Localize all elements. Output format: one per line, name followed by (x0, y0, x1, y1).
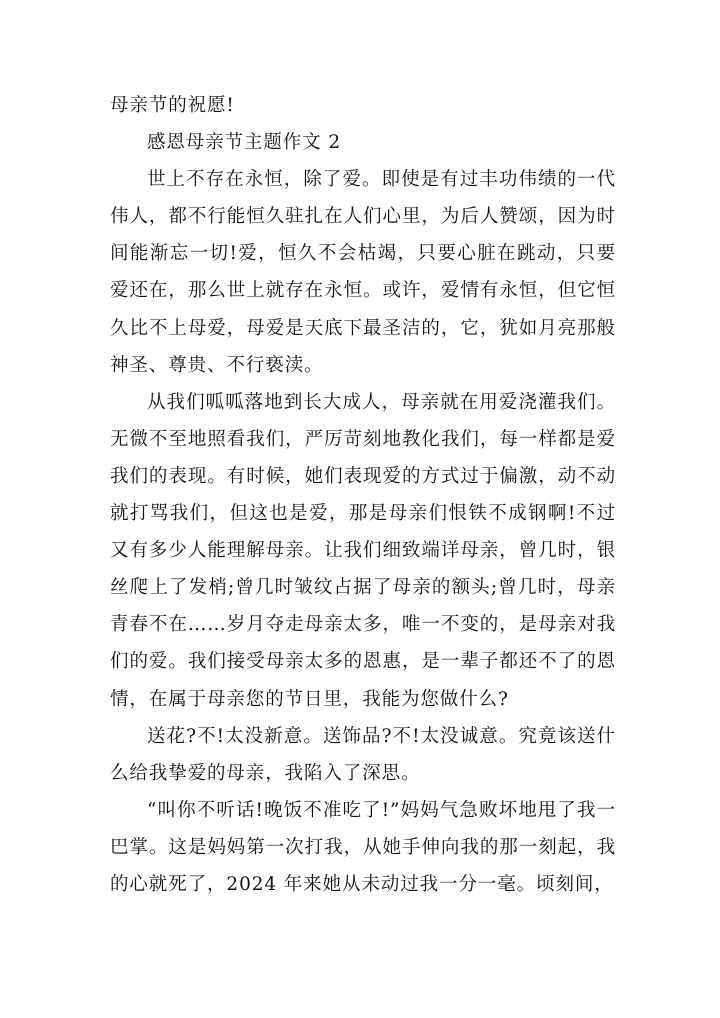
essay-text (110, 87, 616, 903)
paragraph: “叫你不听话!晚饭不准吃了!”妈妈气急败坏地甩了我一巴掌。这是妈妈第一次打我，从她手伸向我的那一刻起，我的心就死了，2024 年来她从未动过我一分一毫。顷刻间， (110, 799, 616, 895)
paragraph: 送花?不!太没新意。送饰品?不!太没诚意。究竟该送什么给我挚爱的母亲，我陷入了深思。 (110, 725, 616, 784)
essay-title: 感恩母亲节主题作文 2 (147, 132, 342, 154)
paragraph-closing-line: 母亲节的祝愿! (110, 95, 235, 116)
paragraph: 世上不存在永恒，除了爱。即使是有过丰功伟绩的一代伟人，都不行能恒久驻扎在人们心里，为后人赞颂，因为时间能渐忘一切!爱，恒久不会枯竭，只要心脏在跳动，只要爱还在，那么世上就存在永恒。或许，爱情有永恒，但它恒久比不上母爱，母爱是天底下最圣洁的，它，犹如月亮那般神圣、尊贵、不行亵渎。 (110, 169, 616, 376)
paragraph: 从我们呱呱落地到长大成人，母亲就在用爱浇灌我们。无微不至地照看我们，严厉苛刻地教化我们，每一样都是爱我们的表现。有时候，她们表现爱的方式过于偏激，动不动就打骂我们，但这也是爱，那是母亲们恨铁不成钢啊!不过又有多少人能理解母亲。让我们细致端详母亲，曾几时，银丝爬上了发梢;曾几时皱纹占据了母亲的额头;曾几时，母亲青春不在……岁月夺走母亲太多，唯一不变的，是母亲对我们的爱。我们接受母亲太多的恩惠，是一辈子都还不了的恩情，在属于母亲您的节日里，我能为您做什么? (110, 391, 616, 710)
